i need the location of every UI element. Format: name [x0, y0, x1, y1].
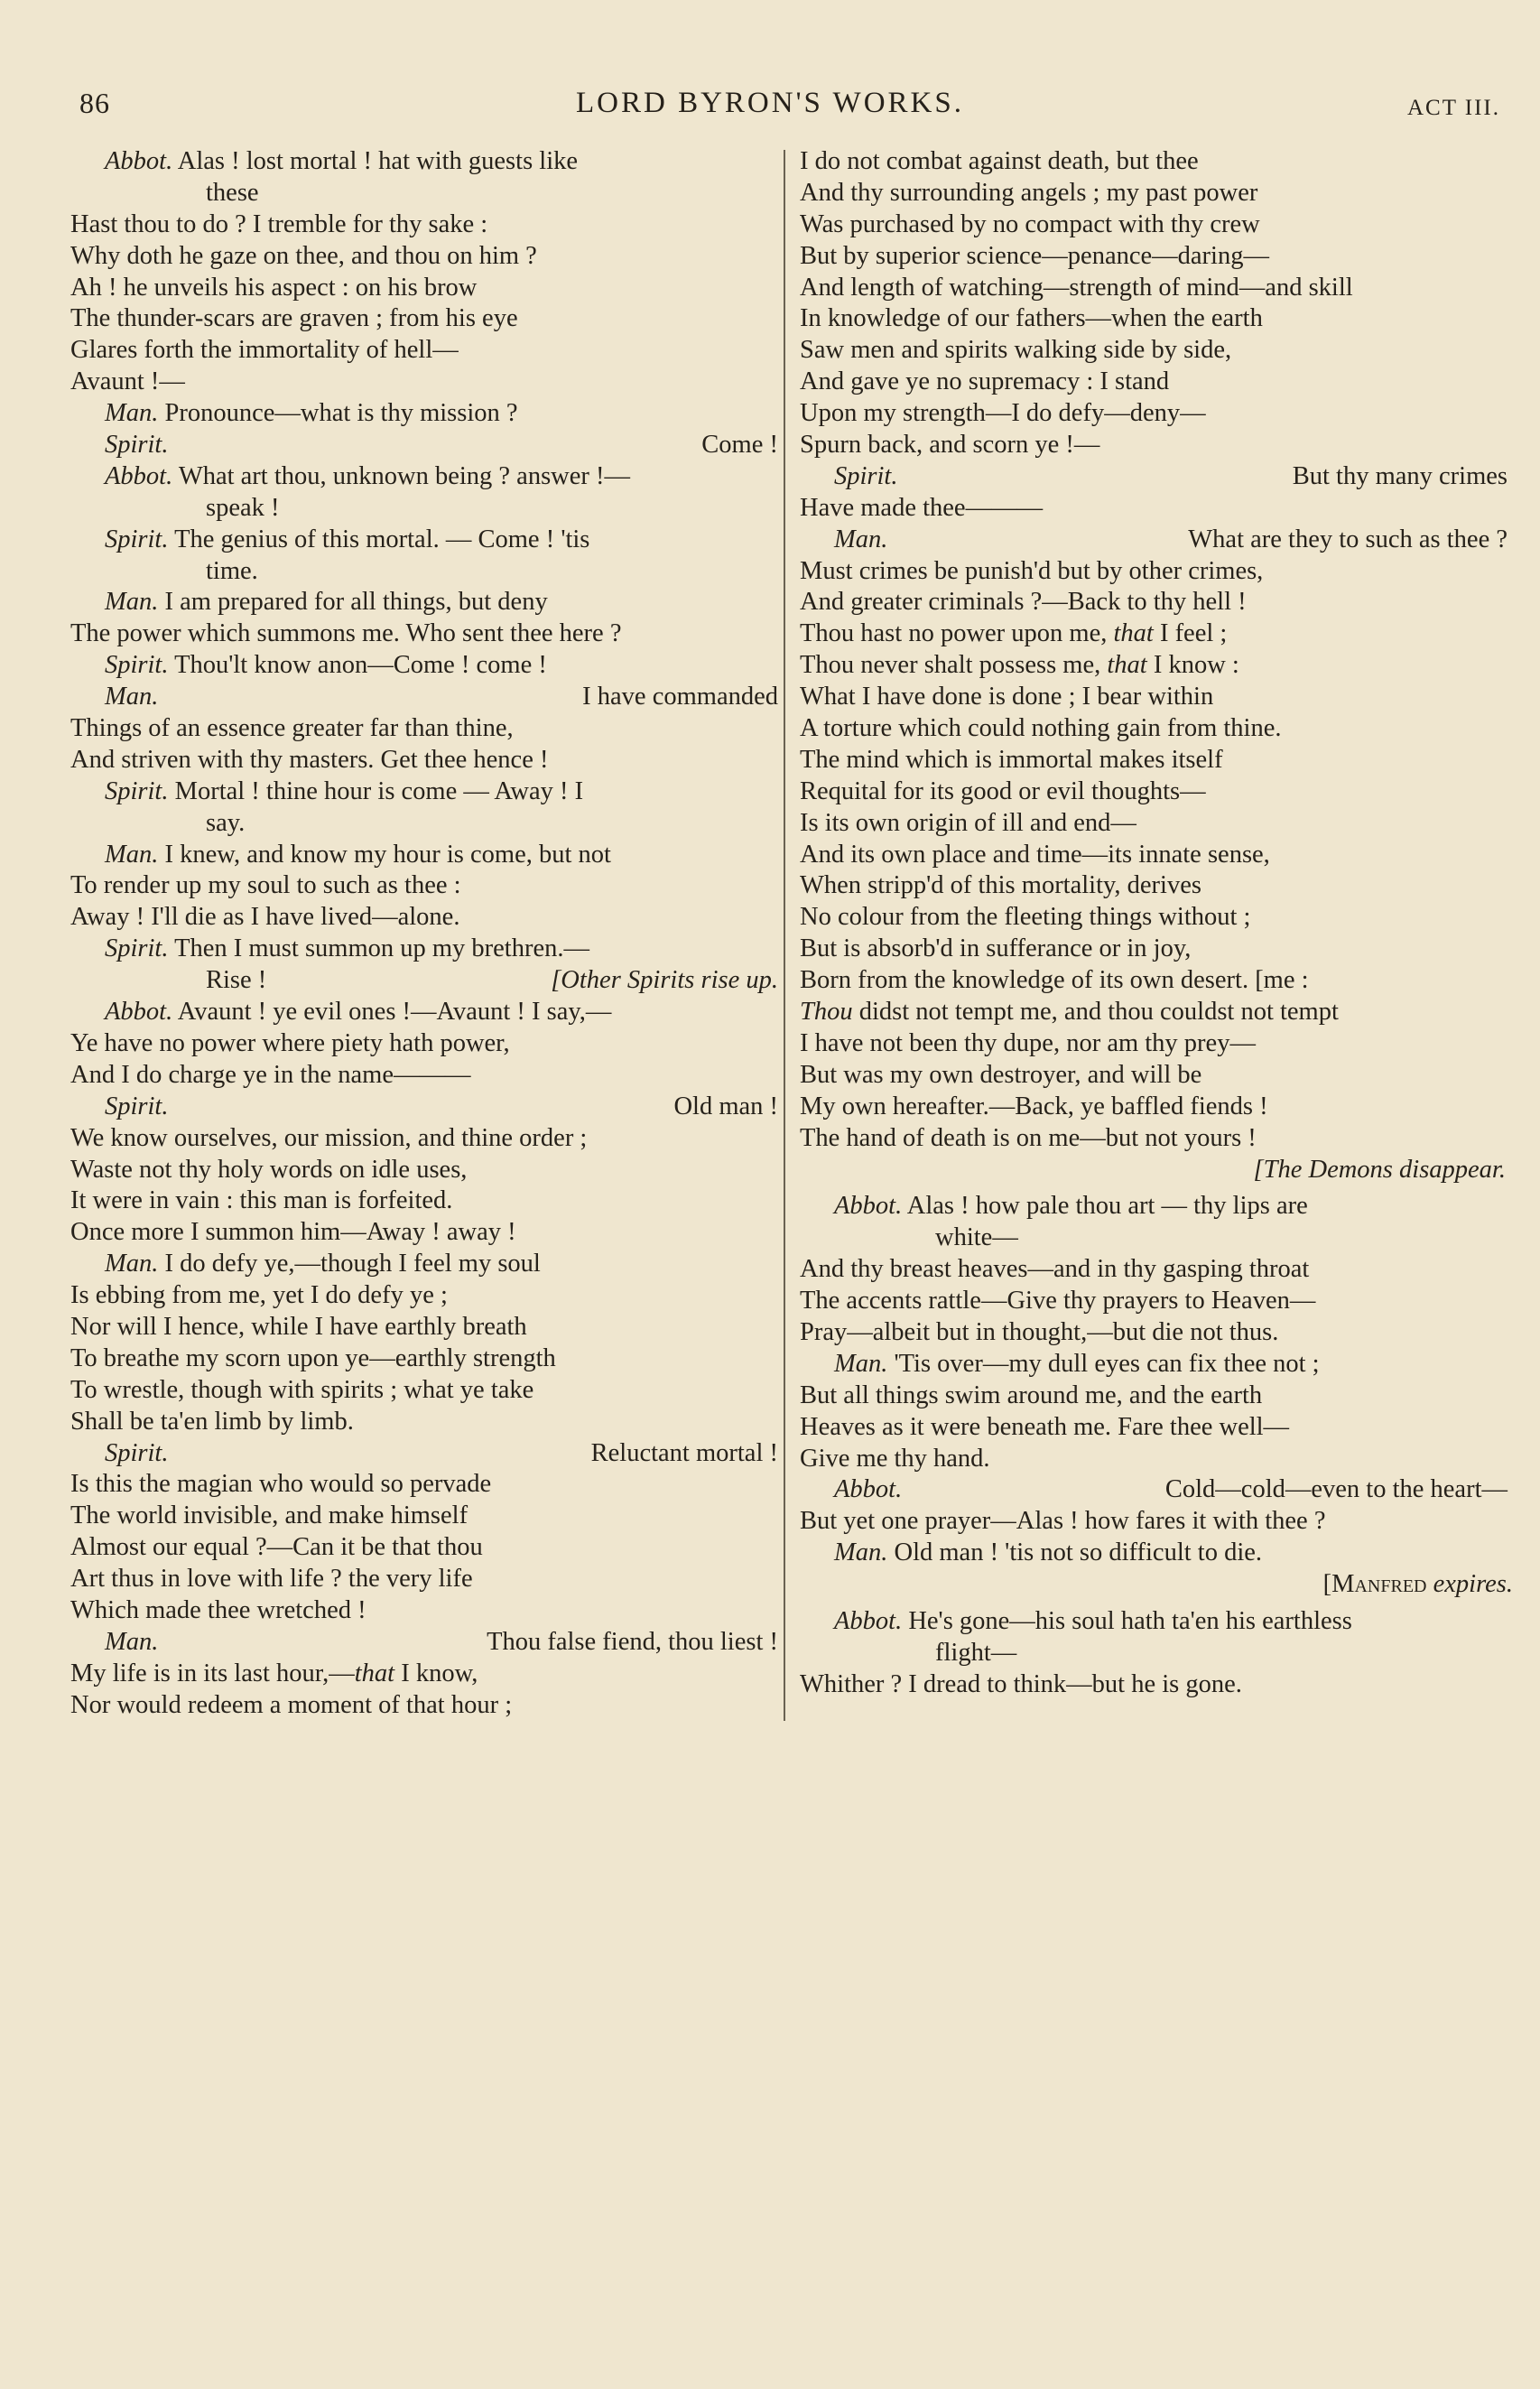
verse-line: [800, 650, 1513, 682]
verse-line: Once more I summon him—Away ! away !: [70, 1218, 516, 1247]
verse-line: [800, 525, 1513, 556]
verse-line: To breathe my scorn upon ye—earthly strength: [70, 1343, 556, 1372]
verse-line: It were in vain : this man is forfeited.: [70, 1186, 453, 1215]
speaker-name: Man.: [105, 1627, 159, 1656]
speaker-name: Spirit.: [105, 525, 169, 553]
verse-line: Ah ! he unveils his aspect : on his brow: [70, 273, 478, 302]
right-column: [800, 146, 1513, 1701]
line-text: He's gone—his soul hath ta'en his earthless: [902, 1606, 1352, 1635]
verse-line: Shall be ta'en limb by limb.: [70, 1407, 354, 1436]
verse-line: [70, 965, 784, 997]
line-text: My life is in its last hour,—: [70, 1659, 355, 1687]
line-text: Avaunt ! ye evil ones !—Avaunt ! I say,—: [172, 998, 612, 1027]
verse-line: The power which summons me. Who sent thee here ?: [70, 619, 622, 648]
act-label: ACT III.: [1406, 96, 1500, 120]
verse-line: [800, 618, 1513, 650]
verse-line: [800, 1474, 1513, 1506]
line-text: I feel ;: [1153, 619, 1228, 648]
verse-line: Spurn back, and scorn ye !—: [800, 431, 1100, 460]
stage-direction: [The Demons disappear.: [1253, 1155, 1506, 1184]
line-text: What art thou, unknown being ? answer !—: [172, 461, 631, 490]
verse-line: [800, 461, 1513, 493]
verse-line: Whither ? I dread to think—but he is gone.: [800, 1669, 1242, 1698]
verse-line: [70, 650, 784, 682]
verse-line: [70, 997, 784, 1028]
emphasis-text: that: [1107, 651, 1147, 680]
line-text: Then I must summon up my brethren.—: [168, 934, 589, 963]
line-text: I am prepared for all things, but deny: [158, 588, 548, 617]
verse-line: And gave ye no supremacy : I stand: [800, 367, 1170, 396]
verse-line: The hand of death is on me—but not yours !: [800, 1123, 1257, 1152]
verse-line: speak !: [206, 493, 280, 522]
page-number: 86: [79, 87, 110, 119]
running-header: [0, 83, 1540, 128]
left-column: [70, 146, 784, 1722]
line-text: Reluctant mortal !: [590, 1438, 778, 1467]
stage-direction: [Other Spirits rise up.: [551, 966, 778, 995]
verse-line: [800, 1538, 1513, 1569]
verse-line: And striven with thy masters. Get thee hence !: [70, 745, 549, 774]
line-text: I know,: [394, 1659, 478, 1687]
line-text: Old man ! 'tis not so difficult to die.: [887, 1538, 1263, 1567]
verse-line: Glares forth the immortality of hell—: [70, 336, 459, 365]
line-text: 'Tis over—my dull eyes can fix thee not ;: [887, 1349, 1320, 1378]
verse-line: And its own place and time—its innate sense,: [800, 840, 1270, 869]
verse-line: [70, 461, 784, 493]
verse-line: But all things swim around me, and the earth: [800, 1380, 1263, 1409]
speaker-name: Spirit.: [105, 934, 169, 963]
verse-line: When stripp'd of this mortality, derives: [800, 871, 1201, 900]
verse-line: Waste not thy holy words on idle uses,: [70, 1155, 468, 1184]
verse-line: [70, 776, 784, 808]
verse-line: Is this the magian who would so pervade: [70, 1470, 492, 1499]
verse-line: [70, 1627, 784, 1659]
verse-line: And I do charge ye in the name———: [70, 1060, 471, 1089]
column-divider: [784, 150, 785, 1721]
verse-line: Avaunt !—: [70, 367, 185, 396]
line-text: What are they to such as thee ?: [1188, 525, 1508, 553]
verse-line: We know ourselves, our mission, and thine order ;: [70, 1123, 588, 1152]
verse-line: [70, 1249, 784, 1280]
verse-line: The accents rattle—Give thy prayers to Heaven—: [800, 1287, 1316, 1315]
emphasis-text: that: [1113, 619, 1154, 648]
speaker-name: Spirit.: [105, 651, 169, 680]
verse-line: Which made thee wretched !: [70, 1595, 366, 1624]
verse-line: [70, 430, 784, 461]
verse-line: white—: [935, 1223, 1018, 1252]
line-text: Rise !: [206, 966, 267, 995]
verse-line: [70, 146, 784, 178]
verse-line: Saw men and spirits walking side by side,: [800, 336, 1232, 365]
verse-line: [800, 1191, 1513, 1222]
line-text: Pronounce—what is thy mission ?: [158, 399, 518, 428]
speaker-name: Abbot.: [834, 1606, 903, 1635]
verse-line: And greater criminals ?—Back to thy hell !: [800, 588, 1247, 617]
verse-line: Is ebbing from me, yet I do defy ye ;: [70, 1281, 448, 1310]
verse-line: Nor would redeem a moment of that hour ;: [70, 1690, 513, 1719]
line-text: didst not tempt me, and thou couldst not tempt: [852, 998, 1339, 1027]
line-text: Alas ! how pale thou art — thy lips are: [902, 1192, 1308, 1221]
verse-line: [70, 840, 784, 871]
verse-line: Pray—albeit but in thought,—but die not thus.: [800, 1317, 1279, 1346]
verse-line: [70, 682, 784, 713]
verse-line: time.: [206, 556, 258, 585]
verse-line: A torture which could nothing gain from thine.: [800, 714, 1282, 743]
line-text: I knew, and know my hour is come, but not: [158, 840, 611, 869]
verse-line: Things of an essence greater far than thine,: [70, 714, 514, 743]
verse-line: But was my own destroyer, and will be: [800, 1060, 1202, 1089]
verse-line: The thunder-scars are graven ; from his eye: [70, 304, 518, 333]
speaker-name: Man.: [834, 525, 888, 553]
verse-line: Is its own origin of ill and end—: [800, 808, 1136, 837]
verse-line: Was purchased by no compact with thy crew: [800, 209, 1260, 238]
speaker-name: Man.: [834, 1349, 888, 1378]
running-title: LORD BYRON'S WORKS.: [576, 87, 964, 119]
line-text: The genius of this mortal. — Come ! 'tis: [168, 525, 590, 553]
verse-line: And thy breast heaves—and in thy gasping throat: [800, 1255, 1310, 1284]
bracket: [: [1322, 1570, 1332, 1599]
verse-line: Art thus in love with life ? the very life: [70, 1565, 473, 1594]
line-text: Thou hast no power upon me,: [800, 619, 1114, 648]
line-text: Old man !: [673, 1092, 778, 1120]
speaker-name: Spirit.: [105, 1438, 169, 1467]
speaker-name: Spirit.: [834, 461, 898, 490]
line-text: Come !: [701, 431, 778, 460]
verse-line: Nor will I hence, while I have earthly breath: [70, 1312, 527, 1341]
line-text: Thou'lt know anon—Come ! come !: [168, 651, 547, 680]
verse-line: [70, 398, 784, 430]
line-text: I have commanded: [582, 683, 778, 711]
verse-line: Almost our equal ?—Can it be that thou: [70, 1533, 483, 1562]
verse-line: And thy surrounding angels ; my past power: [800, 178, 1258, 207]
verse-line: No colour from the fleeting things without ;: [800, 903, 1251, 932]
speaker-name: Man.: [105, 683, 159, 711]
emphasis-text: Thou: [800, 998, 853, 1027]
verse-line: Heaves as it were beneath me. Fare thee well—: [800, 1412, 1290, 1441]
speaker-name: Abbot.: [834, 1192, 903, 1221]
verse-line: [70, 934, 784, 965]
verse-line: The world invisible, and make himself: [70, 1501, 468, 1530]
verse-line: To wrestle, though with spirits ; what ye take: [70, 1375, 534, 1404]
verse-line: [70, 1092, 784, 1123]
line-text: Thou never shalt possess me,: [800, 651, 1108, 680]
verse-line: What I have done is done ; I bear within: [800, 683, 1214, 711]
line-text: I do defy ye,—though I feel my soul: [158, 1250, 541, 1278]
verse-line: [70, 1438, 784, 1470]
speaker-name: Man.: [105, 399, 159, 428]
verse-line: [70, 1659, 784, 1690]
verse-line: [70, 587, 784, 618]
stage-direction-text: expires.: [1426, 1570, 1513, 1599]
verse-line: these: [206, 178, 259, 207]
line-text: I know :: [1146, 651, 1239, 680]
character-name: Manfred: [1331, 1570, 1427, 1599]
speaker-name: Abbot.: [834, 1475, 903, 1504]
speaker-name: Man.: [105, 1250, 159, 1278]
verse-line: Born from the knowledge of its own desert. [me :: [800, 966, 1309, 995]
speaker-name: Man.: [105, 588, 159, 617]
verse-line: Away ! I'll die as I have lived—alone.: [70, 903, 460, 932]
verse-line: And length of watching—strength of mind—and skill: [800, 273, 1353, 302]
verse-line: Have made thee———: [800, 493, 1044, 522]
verse-line: Requital for its good or evil thoughts—: [800, 776, 1206, 805]
line-text: But thy many crimes: [1292, 461, 1508, 490]
verse-line: I have not been thy dupe, nor am thy prey—: [800, 1028, 1256, 1057]
speaker-name: Spirit.: [105, 776, 169, 805]
speaker-name: Abbot.: [105, 147, 173, 175]
verse-line: [70, 525, 784, 556]
verse-line: Ye have no power where piety hath power,: [70, 1028, 510, 1057]
verse-line: flight—: [935, 1638, 1017, 1667]
stage-direction: [800, 1569, 1513, 1601]
verse-line: I do not combat against death, but thee: [800, 147, 1199, 175]
verse-line: say.: [206, 808, 246, 837]
verse-line: [800, 1606, 1513, 1638]
verse-line: Why doth he gaze on thee, and thou on him ?: [70, 241, 537, 270]
speaker-name: Spirit.: [105, 431, 169, 460]
verse-line: But is absorb'd in sufferance or in joy,: [800, 934, 1192, 963]
line-text: Alas ! lost mortal ! hat with guests like: [172, 147, 579, 175]
emphasis-text: that: [354, 1659, 395, 1687]
verse-line: To render up my soul to such as thee :: [70, 871, 461, 900]
line-text: Mortal ! thine hour is come — Away ! I: [168, 776, 584, 805]
speaker-name: Man.: [834, 1538, 888, 1567]
line-text: Thou false fiend, thou liest !: [487, 1627, 778, 1656]
speaker-name: Abbot.: [105, 998, 173, 1027]
verse-line: Must crimes be punish'd but by other crimes,: [800, 556, 1264, 585]
verse-line: [800, 997, 1513, 1028]
verse-line: Hast thou to do ? I tremble for thy sake :: [70, 209, 488, 238]
verse-line: [800, 1349, 1513, 1380]
line-text: Cold—cold—even to the heart—: [1164, 1475, 1508, 1504]
speaker-name: Spirit.: [105, 1092, 169, 1120]
verse-line: Upon my strength—I do defy—deny—: [800, 399, 1206, 428]
verse-line: In knowledge of our fathers—when the earth: [800, 304, 1263, 333]
verse-line: But yet one prayer—Alas ! how fares it with thee ?: [800, 1507, 1326, 1536]
verse-line: But by superior science—penance—daring—: [800, 241, 1269, 270]
verse-line: My own hereafter.—Back, ye baffled fiends !: [800, 1092, 1268, 1120]
verse-line: Give me thy hand.: [800, 1444, 990, 1473]
speaker-name: Man.: [105, 840, 159, 869]
verse-line: The mind which is immortal makes itself: [800, 745, 1223, 774]
speaker-name: Abbot.: [105, 461, 173, 490]
